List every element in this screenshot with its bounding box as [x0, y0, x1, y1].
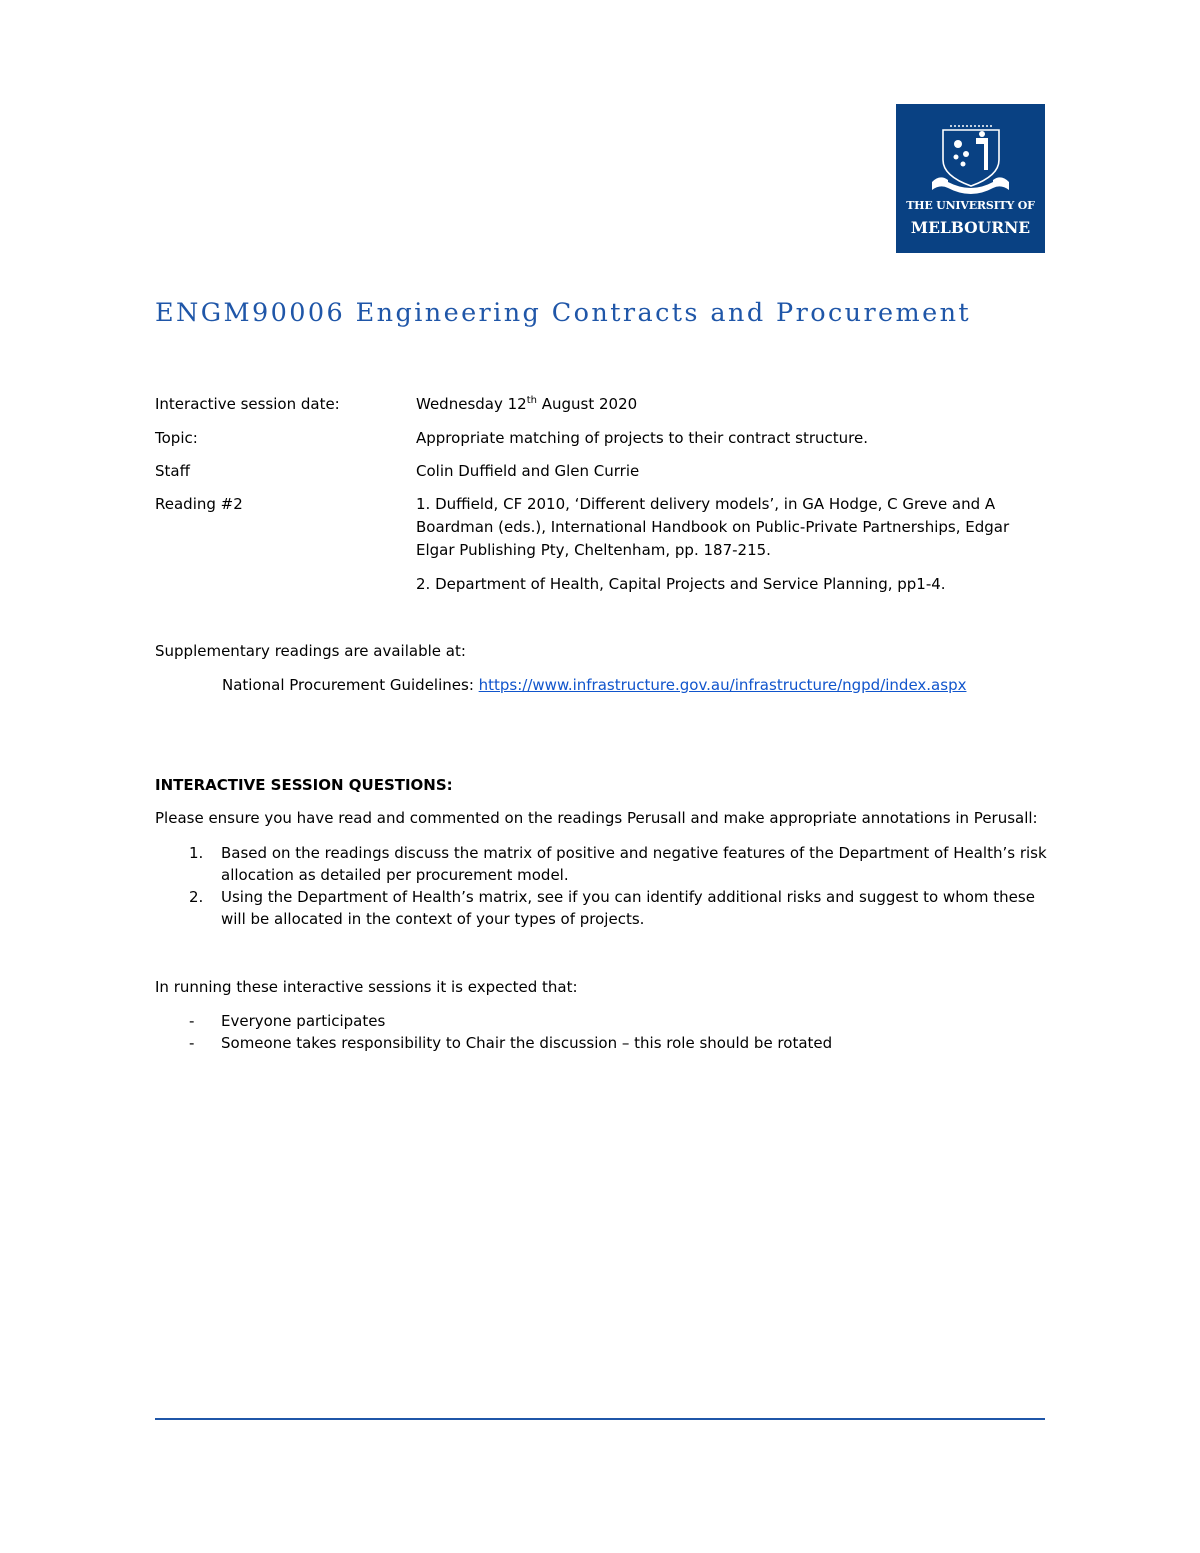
question-1-line-1: Based on the readings discuss the matrix of positive and negative features of the Department of Health’s risk	[221, 844, 1047, 862]
question-2-line-1: Using the Department of Health’s matrix, see if you can identify additional risks and suggest to whom these	[221, 888, 1035, 906]
date-value-rest: August 2020	[536, 395, 638, 413]
reading-1-line-3: Elgar Publishing Pty, Cheltenham, pp. 187-215.	[416, 541, 771, 559]
logo-line-university-of: THE UNIVERSITY OF	[906, 199, 1035, 212]
date-ordinal: th	[526, 395, 537, 406]
expectations-intro: In running these interactive sessions it is expected that:	[155, 978, 578, 996]
reading-1-line-1: 1. Duffield, CF 2010, ‘Different delivery models’, in GA Hodge, C Greve and A	[416, 495, 996, 513]
staff-value: Colin Duffield and Glen Currie	[416, 462, 640, 480]
topic-label: Topic:	[155, 429, 198, 447]
guidelines-line	[222, 674, 966, 696]
question-1-number: 1.	[189, 844, 204, 862]
reading-2: 2. Department of Health, Capital Projects and Service Planning, pp1-4.	[416, 575, 946, 593]
questions-intro: Please ensure you have read and commented on the readings Perusall and make appropriate annotations in Perusall:	[155, 809, 1038, 827]
date-value	[416, 393, 637, 415]
university-logo	[896, 104, 1045, 253]
date-label: Interactive session date:	[155, 395, 340, 413]
reading-1-line-2: Boardman (eds.), International Handbook on Public-Private Partnerships, Edgar	[416, 518, 1010, 536]
guidelines-link[interactable]: https://www.infrastructure.gov.au/infrastructure/ngpd/index.aspx	[478, 676, 967, 694]
guidelines-label: National Procurement Guidelines:	[222, 676, 479, 694]
supplementary-intro: Supplementary readings are available at:	[155, 642, 466, 660]
expectation-1-bullet: -	[189, 1012, 195, 1030]
document-title: ENGM90006 Engineering Contracts and Procurement	[155, 298, 972, 328]
date-value-main: Wednesday 12	[416, 395, 527, 413]
expectation-1: Everyone participates	[221, 1012, 386, 1030]
footer-divider	[155, 1418, 1045, 1420]
question-2-number: 2.	[189, 888, 204, 906]
question-1-line-2: allocation as detailed per procurement model.	[221, 866, 569, 884]
topic-value: Appropriate matching of projects to their contract structure.	[416, 429, 868, 447]
expectation-2-bullet: -	[189, 1034, 195, 1052]
questions-heading: INTERACTIVE SESSION QUESTIONS:	[155, 776, 453, 794]
expectation-2: Someone takes responsibility to Chair the discussion – this role should be rotated	[221, 1034, 833, 1052]
reading-label: Reading #2	[155, 495, 243, 513]
staff-label: Staff	[155, 462, 190, 480]
logo-line-melbourne: MELBOURNE	[910, 218, 1031, 237]
question-2-line-2: will be allocated in the context of your types of projects.	[221, 910, 645, 928]
